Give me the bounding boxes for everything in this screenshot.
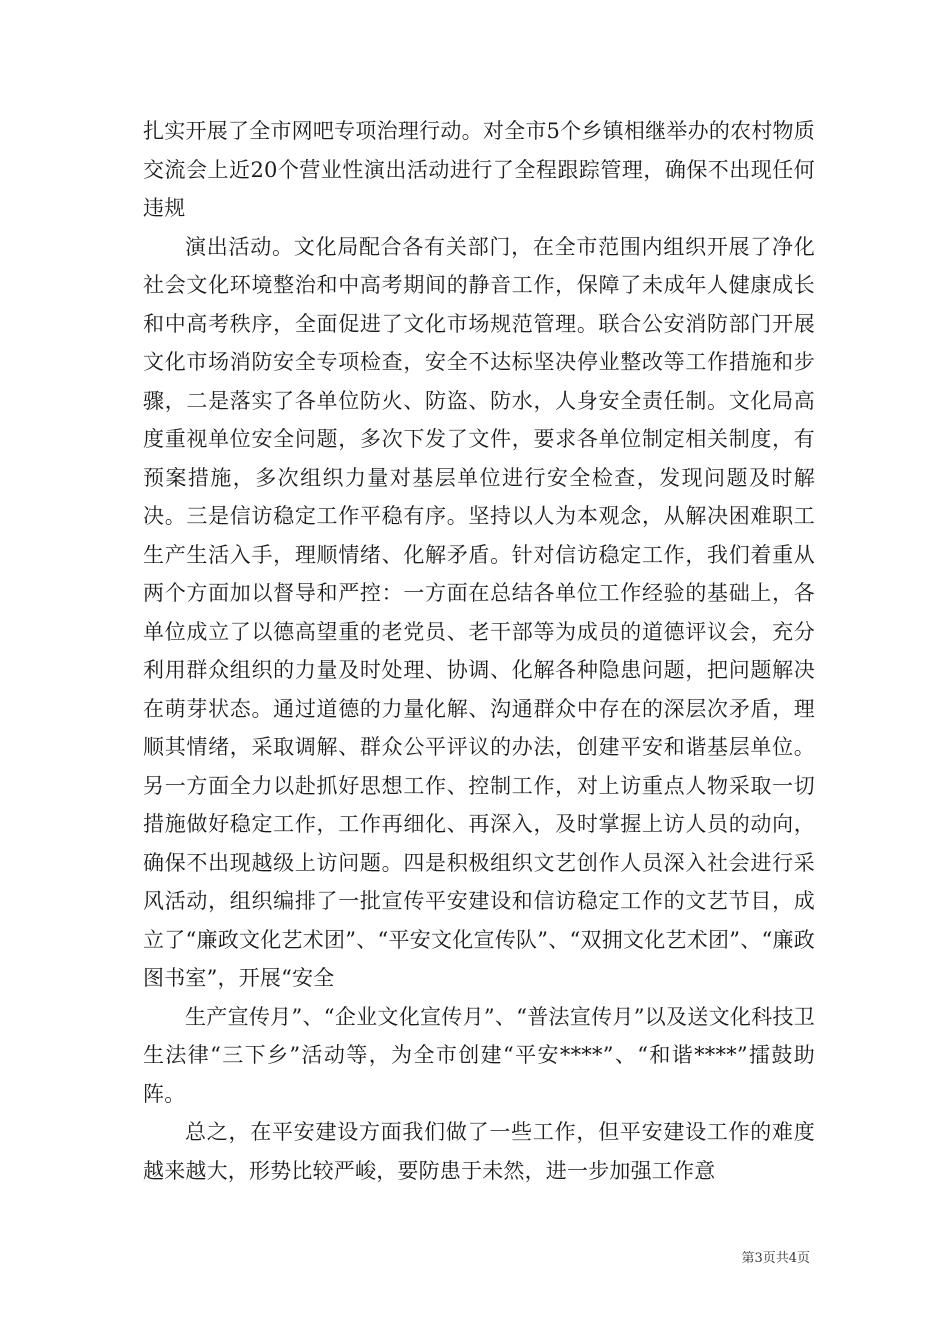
paragraph-2: 演出活动。文化局配合各有关部门，在全市范围内组织开展了净化社会文化环境整治和中高考期间的静音工作，保障了未成年人健康成长和中高考秩序，全面促进了文化市场规范管理。联合公安消防部门开展文化市场消防安全专项检查，安全不达标坚决停业整改等工作措施和步骤，二是落实了各单位防火、防盗、防水，人身安全责任制。文化局高度重视单位安全问题，多次下发了文件，要求各单位制定相关制度，有预案措施，多次组织力量对基层单位进行安全检查，发现问题及时解决。三是信访稳定工作平稳有序。坚持以人为本观念，从解决困难职工生产生活入手，理顺情绪、化解矛盾。针对信访稳定工作，我们着重从两个方面加以督导和严控：一方面在总结各单位工作经验的基础上，各单位成立了以德高望重的老党员、老干部等为成员的道德评议会，充分利用群众组织的力量及时处理、协调、化解各种隐患问题，把问题解决在萌芽状态。通过道德的力量化解、沟通群众中存在的深层次矛盾，理顺其情绪，采取调解、群众公平评议的办法，创建平安和谐基层单位。另一方面全力以赴抓好思想工作、控制工作，对上访重点人物采取一切措施做好稳定工作，工作再细化、再深入，及时掌握上访人员的动向，确保不出现越级上访问题。四是积极组织文艺创作人员深入社会进行采风活动，组织编排了一批宣传平安建设和信访稳定工作的文艺节目，成立了“廉政文化艺术团”、“平安文化宣传队”、“双拥文化艺术团”、“廉政图书室”，开展“安全 [143, 234, 815, 990]
page-number-footer: 第3页共4页 [741, 1251, 810, 1266]
document-body [143, 112, 815, 1190]
paragraph-4: 总之，在平安建设方面我们做了一些工作，但平安建设工作的难度越来越大，形势比较严峻，要防患于未然，进一步加强工作意 [143, 1120, 815, 1183]
paragraph-3: 生产宣传月”、“企业文化宣传月”、“普法宣传月”以及送文化科技卫生法律“三下乡”活动等，为全市创建“平安****”、“和谐****”擂鼓助阵。 [143, 1004, 815, 1106]
paragraph-1: 扎实开展了全市网吧专项治理行动。对全市5个乡镇相继举办的农村物质交流会上近20个营业性演出活动进行了全程跟踪管理，确保不出现任何违规 [143, 119, 815, 220]
